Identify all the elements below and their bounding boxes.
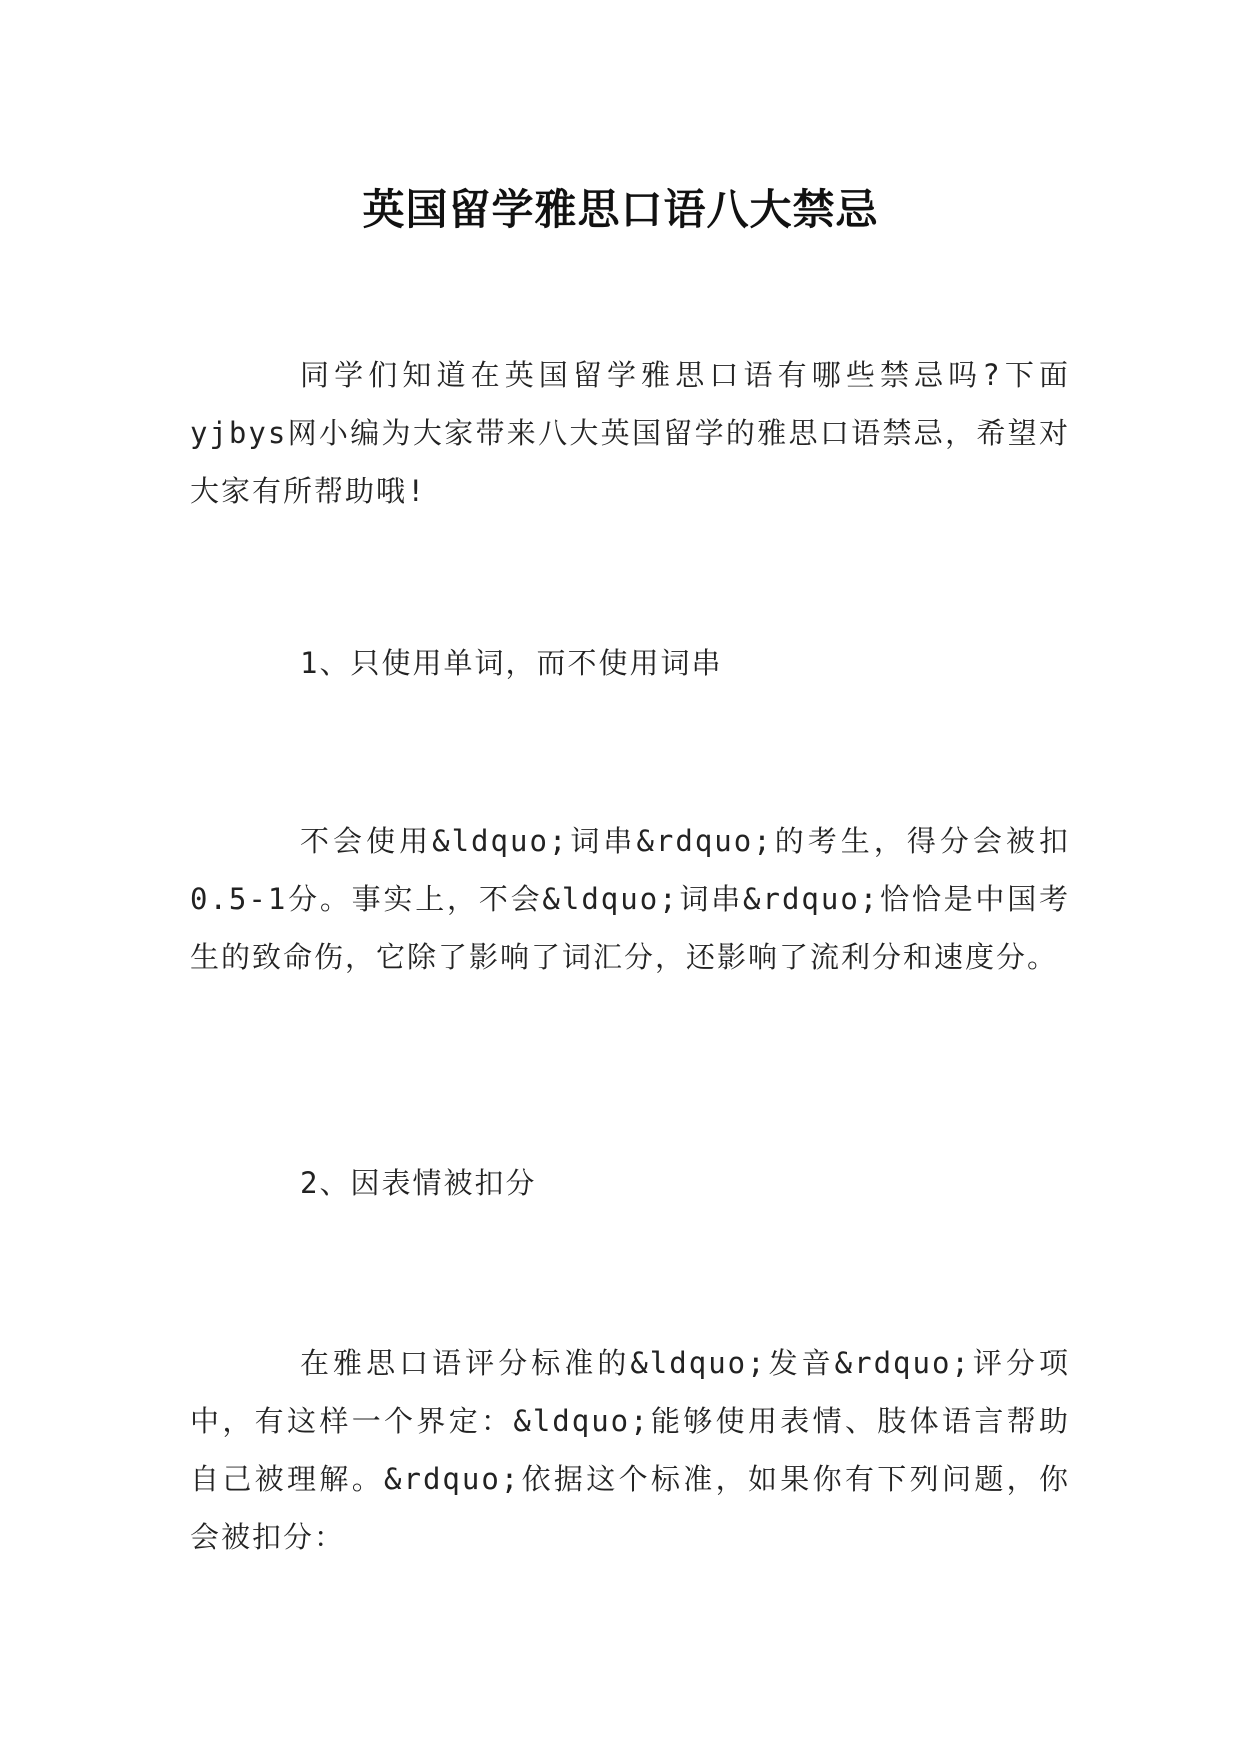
- document-title: 英国留学雅思口语八大禁忌: [362, 185, 879, 235]
- section-heading-2: 2、因表情被扣分: [300, 1166, 537, 1200]
- intro-paragraph: 同学们知道在英国留学雅思口语有哪些禁忌吗?下面yjbys网小编为大家带来八大英国留学的雅思口语禁忌，希望对大家有所帮助哦!: [190, 358, 1070, 508]
- section-heading-1: 1、只使用单词，而不使用词串: [300, 646, 723, 680]
- section-body-1: 不会使用&ldquo;词串&rdquo;的考生，得分会被扣0.5-1分。事实上，不会&ldquo;词串&rdquo;恰恰是中国考生的致命伤，它除了影响了词汇分，还影响了流利分和速度分。: [190, 824, 1070, 974]
- section-body-2: 在雅思口语评分标准的&ldquo;发音&rdquo;评分项中，有这样一个界定：&ldquo;能够使用表情、肢体语言帮助自己被理解。&rdquo;依据这个标准，如果你有下列问题，你会被扣分：: [190, 1346, 1070, 1554]
